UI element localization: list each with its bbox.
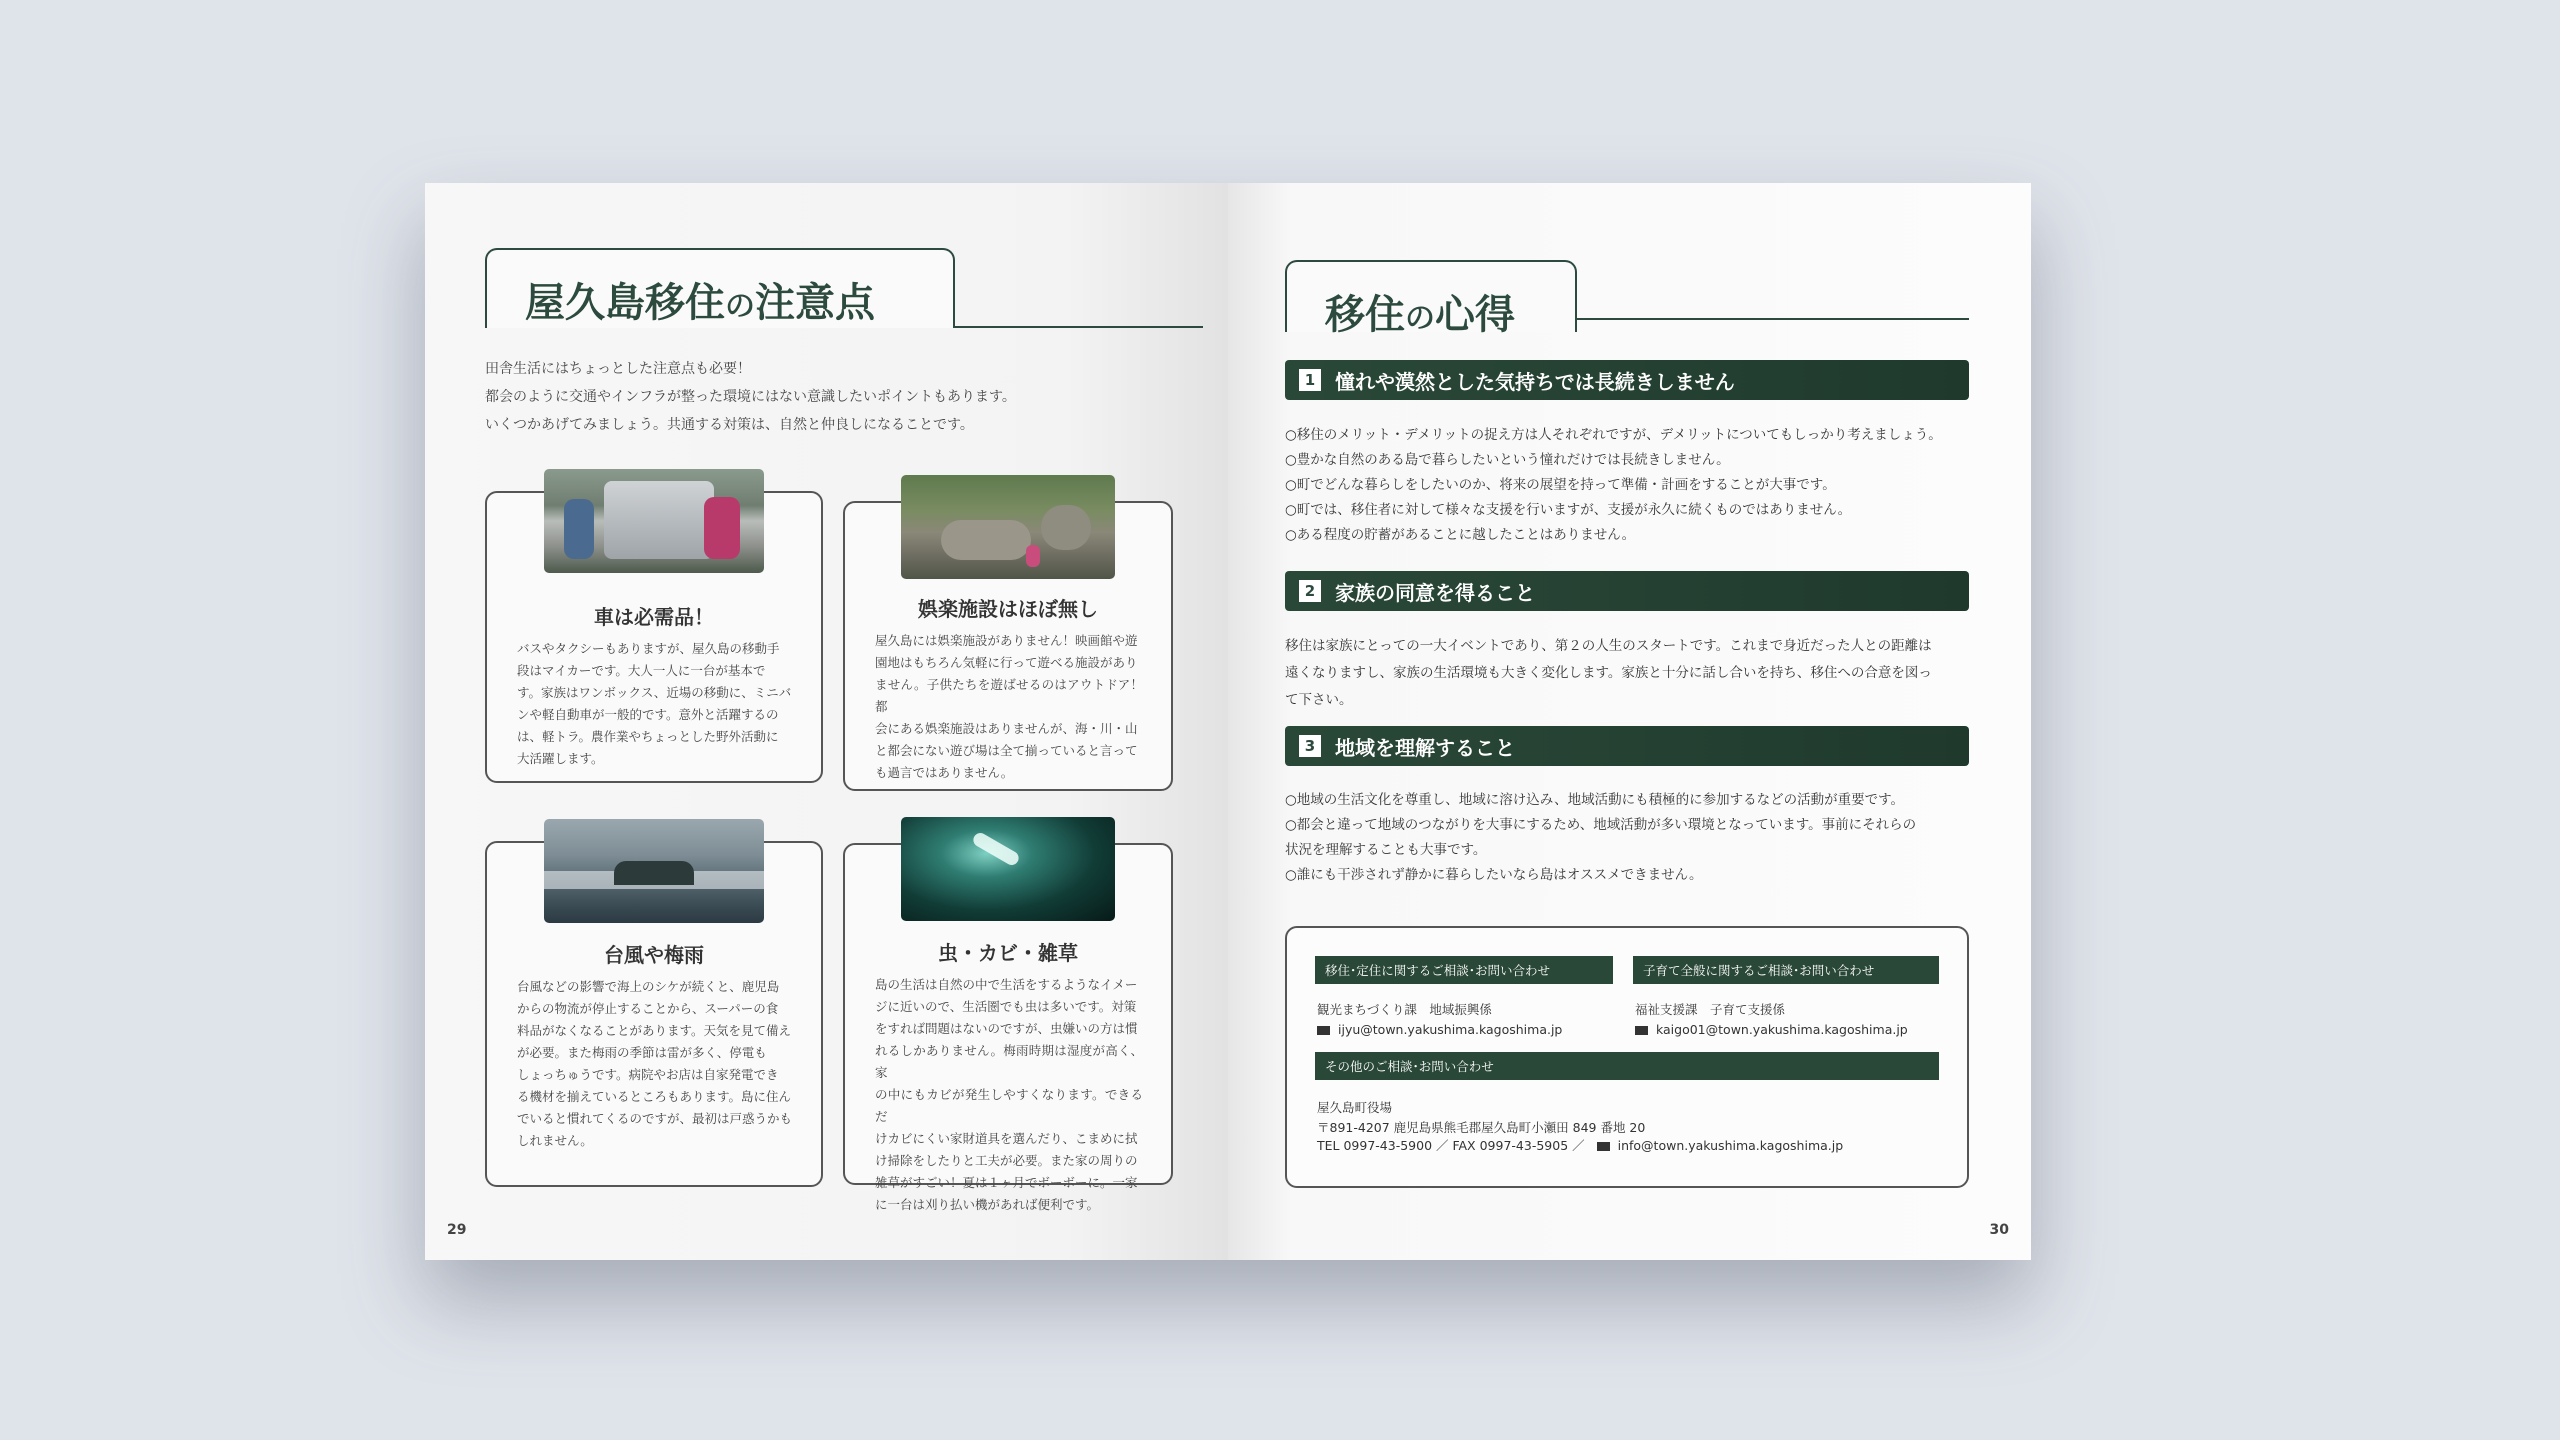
section-2-text — [1285, 633, 1975, 714]
card-line: 島の生活は自然の中で生活をするようなイメー — [875, 977, 1138, 992]
contact-bar-childcare: 子育て全般に関するご相談･お問い合わせ — [1633, 956, 1939, 984]
card-title: 虫・カビ・雑草 — [938, 941, 1078, 965]
right-page-title — [1325, 283, 1515, 340]
intro-line: 田舎生活にはちょっとした注意点も必要！ — [485, 361, 751, 377]
title-part: の — [725, 289, 755, 324]
mail-icon — [1317, 1026, 1330, 1035]
card-line: の中にもカビが発生しやすくなります。できるだ — [875, 1087, 1143, 1124]
title-part: 移住 — [1325, 292, 1405, 338]
contact-dept-childcare: 福祉支援課 子育て支援係 — [1635, 1002, 1786, 1017]
left-title-underline — [955, 326, 1203, 328]
card-body — [875, 974, 1143, 1216]
contact-mail-relocation — [1317, 1020, 1562, 1039]
contact-phone — [1317, 1136, 1843, 1155]
card-line: ジに近いので、生活圏でも虫は多いです。対策 — [875, 999, 1137, 1014]
card-line: しょっちゅうです。病院やお店は自家発電でき — [517, 1067, 779, 1082]
card-line: す。家族はワンボックス、近場の移動に、ミニバ — [517, 685, 792, 700]
section-bar-2 — [1285, 571, 1969, 611]
card-line: け掃除をしたりと工夫が必要。また家の周りの — [875, 1153, 1138, 1168]
section-bar-3 — [1285, 726, 1969, 766]
card-title: 車は必需品！ — [594, 605, 714, 629]
list-item: ○移住のメリット・デメリットの捉え方は人それぞれですが、デメリットについてもしっかり考えましょう。 — [1285, 427, 1942, 443]
card-line: 屋久島には娯楽施設がありません！映画館や遊 — [875, 633, 1138, 648]
list-item: ○地域の生活文化を尊重し、地域に溶け込み、地域活動にも積極的に参加するなどの活動が重要です。 — [1285, 792, 1905, 808]
card-line: しれません。 — [517, 1133, 593, 1148]
river-photo — [901, 475, 1115, 579]
card-body — [517, 638, 793, 770]
card-line: バスやタクシーもありますが、屋久島の移動手 — [517, 641, 780, 656]
contact-office: 屋久島町役場 — [1317, 1100, 1393, 1115]
section-bar-1 — [1285, 360, 1969, 400]
left-page — [425, 183, 1228, 1260]
brochure-spread — [425, 183, 2031, 1260]
list-item: ○町でどんな暮らしをしたいのか、将来の展望を持って準備・計画をすることが大事です。 — [1285, 477, 1836, 493]
card-typhoon — [485, 841, 823, 1187]
card-line: ません。子供たちを遊ばせるのはアウトドア！都 — [875, 677, 1143, 714]
card-line: も過言ではありません。 — [875, 765, 1014, 780]
card-line: 段はマイカーです。大人一人に一台が基本で — [517, 663, 766, 678]
contact-bar-other: その他のご相談･お問い合わせ — [1315, 1052, 1939, 1080]
list-item: ○都会と違って地域のつながりを大事にするため、地域活動が多い環境となっています。事前にそれらの — [1285, 817, 1917, 833]
list-item: ○誰にも干渉されず静かに暮らしたいなら島はオススメできません。 — [1285, 867, 1703, 883]
card-title: 台風や梅雨 — [604, 943, 704, 967]
car-photo — [544, 469, 764, 573]
section-number: 3 — [1299, 735, 1321, 757]
card-line: 大活躍します。 — [517, 751, 604, 766]
title-part: の — [1405, 301, 1435, 336]
card-line: をすれば問題はないのですが、虫嫌いの方は慣 — [875, 1021, 1138, 1036]
mail-icon — [1597, 1142, 1610, 1151]
section-number: 1 — [1299, 369, 1321, 391]
right-title-underline — [1577, 318, 1969, 320]
card-line: 園地はもちろん気軽に行って遊べる施設があり — [875, 655, 1138, 670]
intro-line: 都会のように交通やインフラが整った環境にはない意識したいポイントもあります。 — [485, 389, 1016, 405]
section-label: 家族の同意を得ること — [1335, 580, 1535, 605]
card-line: 台風などの影響で海上のシケが続くと、鹿児島 — [517, 979, 780, 994]
card-body — [517, 976, 793, 1152]
title-part: 注意点 — [755, 280, 875, 326]
card-line: る機材を揃えているところもあります。島に住ん — [517, 1089, 792, 1104]
card-line: 雑草がすごい！夏は１ヶ月でボーボーに。一家 — [875, 1175, 1138, 1190]
section-1-list — [1285, 423, 1975, 548]
card-line: と都会にない遊び場は全て揃っていると言って — [875, 743, 1138, 758]
contact-dept-relocation: 観光まちづくり課 地域振興係 — [1317, 1002, 1492, 1017]
card-line: 料品がなくなることがあります。天気を見て備え — [517, 1023, 792, 1038]
card-line: 会にある娯楽施設はありませんが、海・川・山 — [875, 721, 1138, 736]
section-3-list — [1285, 788, 1975, 888]
para-line: 遠くなりますし、家族の生活環境も大きく変化します。家族と十分に話し合いを持ち、移住への合意を図っ — [1285, 665, 1932, 681]
sea-photo — [544, 819, 764, 923]
list-item: 状況を理解することも大事です。 — [1285, 842, 1487, 858]
contact-bar-relocation: 移住･定住に関するご相談･お問い合わせ — [1315, 956, 1613, 984]
email-link[interactable]: ijyu@town.yakushima.kagoshima.jp — [1338, 1022, 1563, 1037]
card-line: が必要。また梅雨の季節は雷が多く、停電も — [517, 1045, 767, 1060]
para-line: て下さい。 — [1285, 692, 1353, 708]
insect-photo — [901, 817, 1115, 921]
contact-address: 〒891-4207 鹿児島県熊毛郡屋久島町小瀬田 849 番地 20 — [1317, 1120, 1646, 1135]
title-part: 心得 — [1435, 292, 1515, 338]
list-item: ○町では、移住者に対して様々な支援を行いますが、支援が永久に続くものではありません。 — [1285, 502, 1852, 518]
card-car — [485, 491, 823, 783]
contact-mail-childcare — [1635, 1020, 1908, 1039]
card-line: は、軽トラ。農作業やちょっとした野外活動に — [517, 729, 779, 744]
card-line: けカビにくい家財道具を選んだり、こまめに拭 — [875, 1131, 1138, 1146]
list-item: ○ある程度の貯蓄があることに越したことはありません。 — [1285, 527, 1636, 543]
list-item: ○豊かな自然のある島で暮らしたいという憧れだけでは長続きしません。 — [1285, 452, 1730, 468]
card-title: 娯楽施設はほぼ無し — [918, 597, 1098, 621]
page-number-right: 30 — [1989, 1222, 2009, 1238]
section-label: 憧れや漠然とした気持ちでは長続きしません — [1335, 369, 1735, 394]
card-line: からの物流が停止することから、スーパーの食 — [517, 1001, 779, 1016]
email-link[interactable]: kaigo01@town.yakushima.kagoshima.jp — [1656, 1022, 1908, 1037]
contact-box — [1285, 926, 1969, 1188]
card-body — [875, 630, 1143, 784]
page-number-left: 29 — [447, 1222, 467, 1238]
title-part: 屋久島移住 — [525, 280, 725, 326]
card-line: ンや軽自動車が一般的です。意外と活躍するの — [517, 707, 779, 722]
tel-fax: TEL 0997-43-5900 ／ FAX 0997-43-5905 ／ — [1317, 1138, 1585, 1153]
intro-text — [485, 355, 1016, 439]
card-line: れるしかありません。梅雨時期は湿度が高く、家 — [875, 1043, 1143, 1080]
card-line: でいると慣れてくるのですが、最初は戸惑うかも — [517, 1111, 793, 1126]
section-number: 2 — [1299, 580, 1321, 602]
card-insects — [843, 843, 1173, 1212]
left-page-title — [525, 271, 875, 328]
card-line: に一台は刈り払い機があれば便利です。 — [875, 1197, 1100, 1212]
card-entertainment — [843, 501, 1173, 791]
section-label: 地域を理解すること — [1335, 735, 1515, 760]
para-line: 移住は家族にとっての一大イベントであり、第２の人生のスタートです。これまで身近だった人との距離は — [1285, 638, 1932, 654]
intro-line: いくつかあげてみましょう。共通する対策は、自然と仲良しになることです。 — [485, 417, 974, 433]
email-link[interactable]: info@town.yakushima.kagoshima.jp — [1617, 1138, 1844, 1153]
mail-icon — [1635, 1026, 1648, 1035]
